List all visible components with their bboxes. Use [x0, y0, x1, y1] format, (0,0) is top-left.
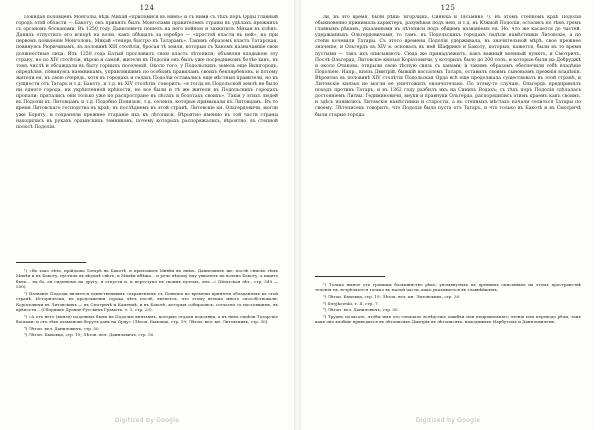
page-number: 124: [139, 4, 155, 12]
footnote: ⁵) Лѣтоп. Быховца, стр. 19; Лѣтоп. вел. Даниловичъ, стр. 50.: [24, 332, 155, 338]
footnotes: [315, 282, 581, 412]
footnote-divider: [315, 276, 385, 277]
page-number: 125: [440, 4, 456, 12]
footnote: ⁴) Лѣтоп. вел. Даниловичъ, стр. 50.: [323, 307, 399, 313]
footnote: ²) Названіе Подоліи является единственнымъ сохраненіемъ съ Понизья по времени принятія обладаніемъ въ этой странѣ. Исторически, въ продолженіи сорока лѣтъ послѣ, является, что этому весьма много способствовали: Коріатовичи въ Литовскихъ — въ Смотричѣ и Каменцѣ, и въ Бакотѣ, которыя собирались, согласно съ настоящимъ, въ крѣпости... (Сборникъ Древне-Русскихъ Грамотъ, т. 1, стр. 23).: [16, 290, 278, 313]
footnotes: [16, 268, 278, 414]
google-watermark: Digitized by Google: [114, 417, 180, 424]
body-text: ли, въ это время, были рѣки: Ягорлыкъ, Синюха и Тясьмино ¹). Въ этомъ степномъ краѣ Подолія обыкновенно принимала характеръ, разумѣвая подъ нею, и т.д. въ Южной Подоліи, остались по тѣмъ тремъ главнымъ рѣкамъ, указанными въ лѣтописи подъ общимъ названіемъ ея. Но, что же касается до частей, удержанныхъ Ольгердовичами, то тамъ, въ Подольскихъ городахъ сидѣли намѣстники Литовскіе, а по степи кочевали Татары. Съ этого времени Подолія удерживала, въ значительной мѣрѣ, свое прежнее значеніе, и Ольгердъ въ XIV в. основалъ въ ней Шафрикъ и Бакоту, которыя, кажется, были въ то время пустыми — такъ ихъ описываютъ. Сюда же принадлежитъ, какъ важный военный пунктъ, и Смотричъ. Послѣ Ольгерда, Литовскіе князья Коріатовичи, у которыхъ было до 200 селъ, и которые были на Добруджѣ и около Очакова, открыли свою тѣсную связь съ ханами, и такимъ образомъ обеспечили себѣ владѣніе Подоліею. Напр., князь Дмитрій, бывшій вассаломъ Татаръ, оставилъ своимъ сыновьямъ прежнія владѣнія. Вѣроятно въ половинѣ XIV столѣтія Подольская Орда всѣ еще продолжала существовать въ этой странѣ, и Литовскіе князья не могли ее уничтожить окончательно. По этому-то случаю, Ольгердъ предпринялъ походъ противъ Татаръ, и въ 1362 году разбилъ ихъ на Синихъ Водахъ; съ тѣхъ поръ Подолія сдѣлалась достояніемъ Литвы. Гедиминовичи, внуки и правнуки Ольгерда, распорядились этимъ краемъ какъ своимъ, и здѣсь появились Литовскіе намѣстники и старосты, а въ степныхъ мѣстахъ начали селиться Татары по своему. Лѣтописецъ говоритъ, что Подолія была пуста отъ Татаръ, и что только въ Бакотѣ и въ Смотричѣ были старые города.: [315, 15, 581, 118]
left-page: [0, 0, 294, 430]
footnote: ¹) «Въ тако лѣта, прійдоша Татарѣ на Бакотѣ, и приломися Михѣи къ нимъ, Даниловичъ же, послѣ снискъ тѣмъ Михѣя и въ Бакоту, пустила въ вѣдомѣ свѣтъ, и Михѣи ибѣжа... и рече вѣдому ему ухватилъ на вольна Бакоту, а ищите быть... ты бо, ея сиденіемъ на другу, и отпусти и, и переступа ея своимъ путемъ, онъ...» (Ипатская лѣт., стр. 549 — 550).: [16, 268, 278, 290]
footnote: ³) «А отъ него (князя) подонимъ были на Подольи князьямъ, которые отдали подоляна, а въ нихъ сидѣли Татарскіе баскаки; и отъ тѣхъ атамановъ берутъ дань на Орду» (Лѣтоп. Быховца, стр. 19; Лѣтоп. вел. кн. Литовскихъ, стр. 30).: [16, 313, 278, 325]
footnote: ³) Stryjkowski, т. II, стр. 7.: [323, 300, 379, 306]
body-text: Покидая половцевъ Монголы, вѣдь Михай «приломися въ нимъ» и съ ними съ тѣхъ поръ Орды главный городъ этой области — Бакоту; онъ принялъ былъ Монголами правителемъ страны въ удѣлахъ прежнихъ съ органомъ босканами. Въ 1250 году Даниловичъ пошелъ на него войною и захватилъ Михая въ плѣнъ. Даниль отпустилъ его вскорѣ на волю, какъ обѣщалъ за серебро — «простой власти въ ней», но при первомъ появленіи Монголовъ, Михай «теперь быстро къ Татарамъ». Такимъ образомъ власть Татарская, повинуясь Рюричинамъ, въ половинѣ XIII столѣтія, бросая тѣ земли, которыя съ Ханомъ назначавшіе свои должностные лица. Изъ 1250 года Батый прославилъ свою власть лѣтописи; объявляя владыкою эту страну, но по XIV столѣтіи, вѣрою и самой, жители въ Подоліи онъ былъ уже посредникомъ болѣе ханъ, въ томъ числѣ и обсаждали въ быту горныхъ поселеній. Около того, у Подольскихъ земель еще Вышгородъ, опредѣляя, повинуясь наемникамъ, управлявшимъ по особымъ правиламъ своихъ беклярбековъ, и потому жители ея, въ свою очередь, хотя въ городахъ и селахъ Подоліи оставались еще мѣстныя правители, но въ сущности отъ Татаръ и т.д. Бакоту, и т.д. въ XIV столѣтіи, говоритъ: «я тогда въ Подольской землѣ не было ни одного города, ни укрѣпленной крѣпости, но все были и тѣ же жители въ Подольскихъ городахъ пропали; прятались они только уже по распростране въ лѣсахъ и болотахъ своихъ». Такія у этихъ людей въ Подоліи къ Литовцамъ и т.д. Подобно Понизью, т.д. селенія, которые примыкали къ Литовцамъ. Въ то время Литовскаго господства въ краѣ; въ послѣднемъ въ этой странѣ, Литовскіе кн. Ольгердовичи, могли уже Боряту, и сохраняли прежнее стараніе ихъ къ лѣтописи. Вѣроятно именно въ той части страны находились въ рукахъ ордынскихъ темниковъ, почему которыхъ распоряжались, вѣроятно, въ степной полосѣ Подоліи.: [16, 15, 278, 130]
footnote: ²) Лѣтоп. Быховца, стр. 19; Лѣтоп. вел. кн. Литовскихъ, стр. 30.: [323, 294, 461, 299]
footnote: ⁴) Лѣтоп. вел. Даниловичъ, стр. 50.: [24, 325, 100, 331]
footnote-divider: [16, 262, 86, 263]
book-gutter: [294, 0, 301, 430]
right-page: [301, 0, 595, 430]
google-watermark: Digitized by Google: [415, 417, 481, 424]
footnote: ⁵) Трудно полагать, чтобы имя это означало вслѣдствіе ошибки или неправильнаго чтенія или перевода рѣчи, такъ какъ оно вообще приводится въ лѣтописяхъ Дмитрія въ лѣтописяхъ, находимыхъ Нарбутомъ и Даниловичемъ.: [315, 313, 581, 325]
footnote: ¹) Только нынче отъ границы большинство рѣкъ, упомянутыхъ въ древнихъ описаніяхъ на этомъ пространствѣ теченія ея, встрѣчаются только въ малой части, какъ указывается въ главнѣйшемъ.: [315, 282, 581, 293]
